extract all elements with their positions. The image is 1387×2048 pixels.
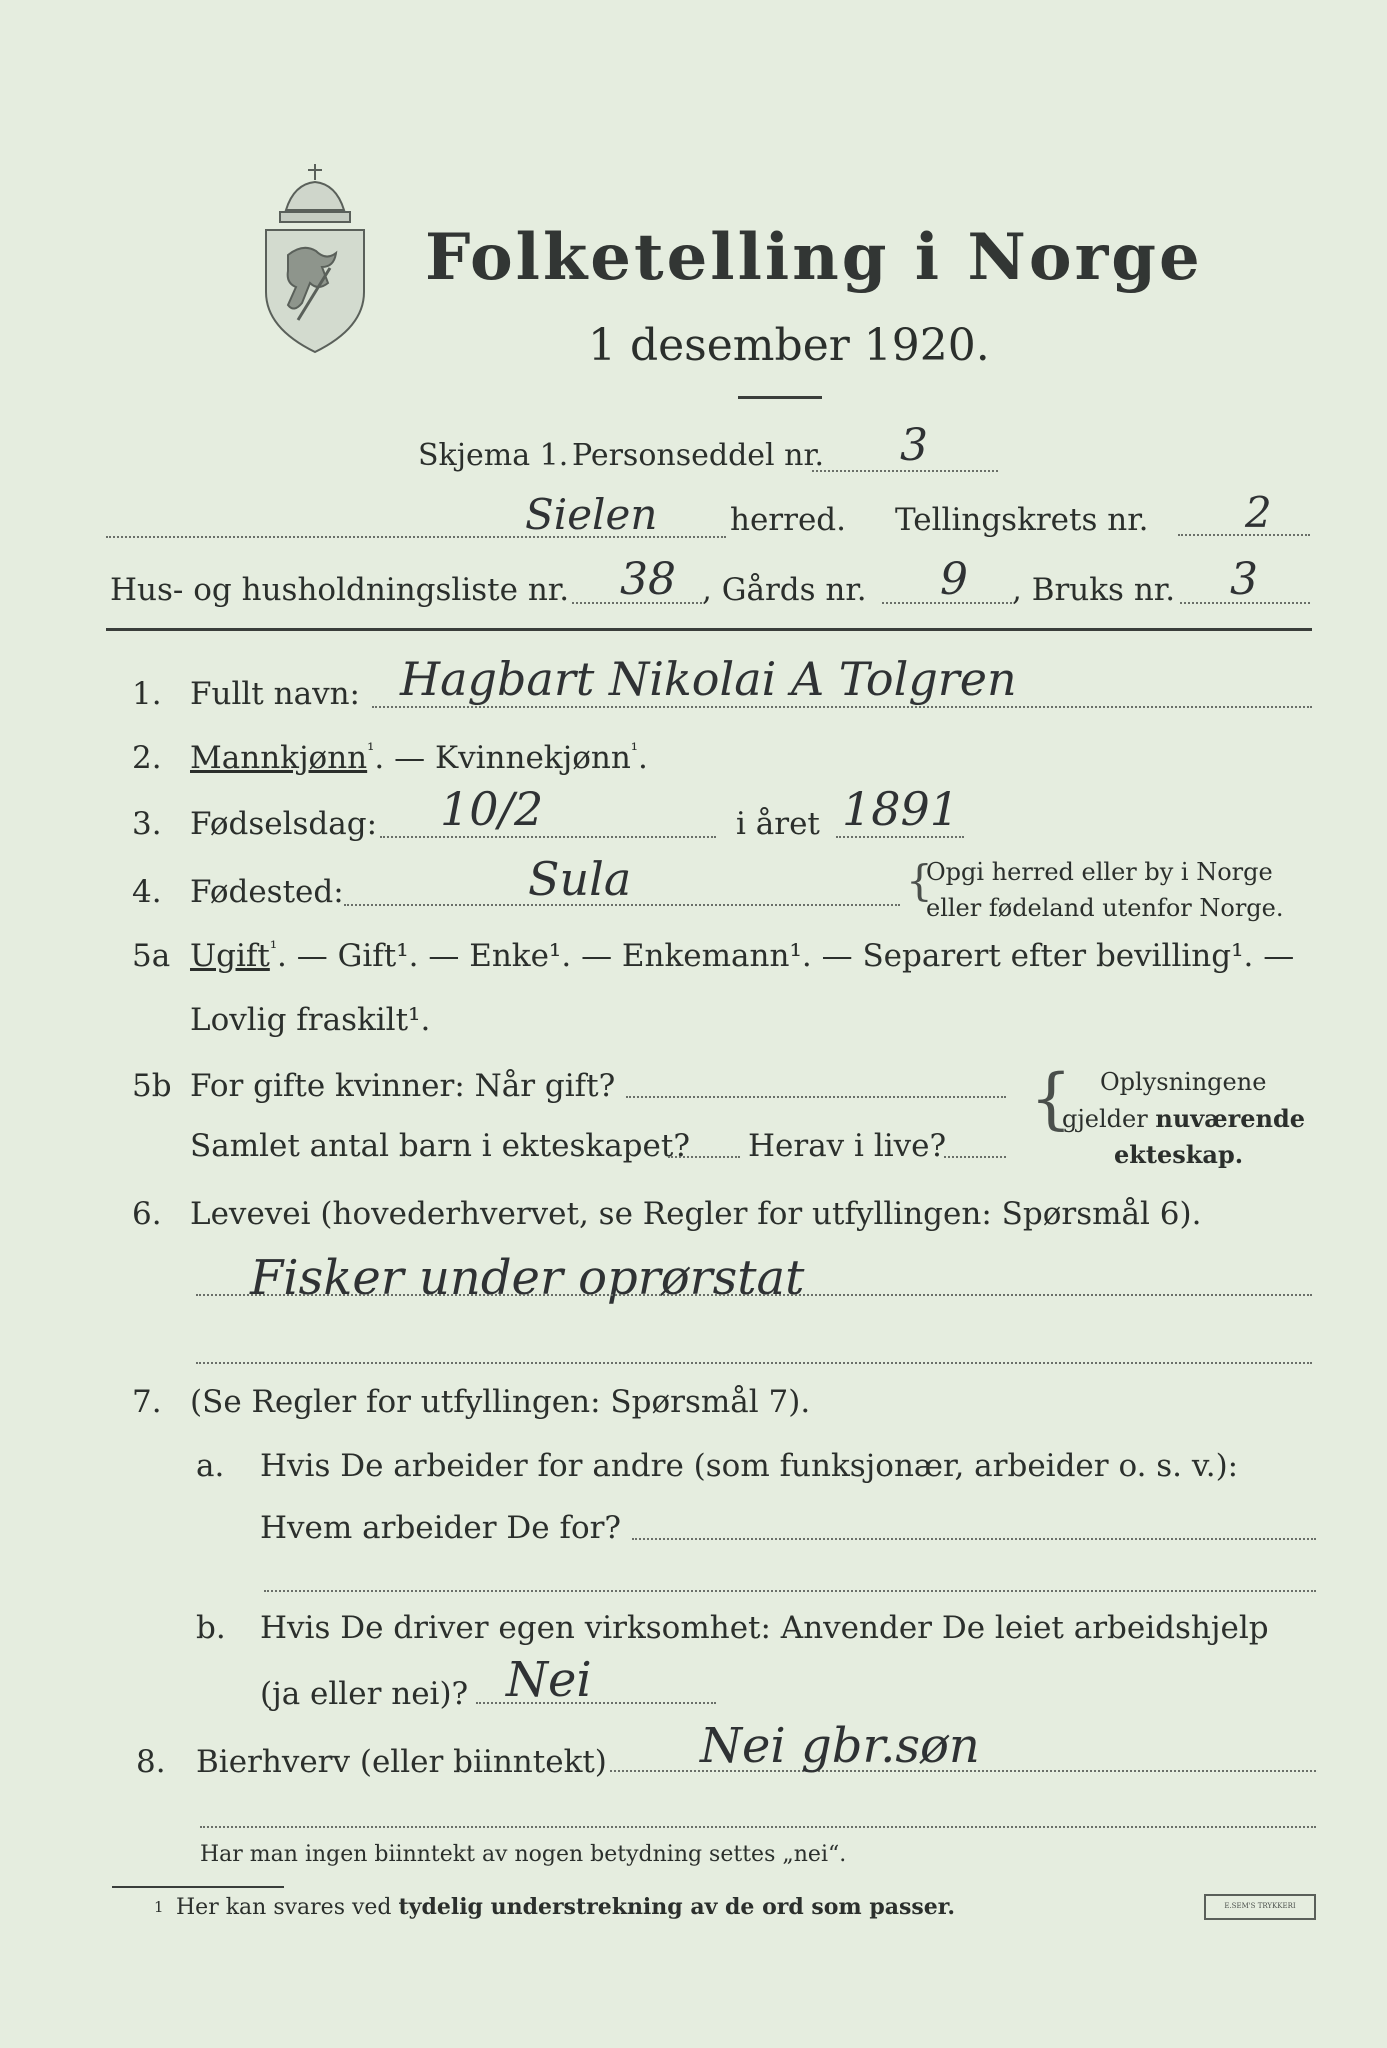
q2-text [190, 740, 648, 776]
q5b-note-bracket: { [1030, 1060, 1072, 1137]
coat-of-arms-icon [258, 160, 373, 360]
q3-year-label: i året [736, 806, 820, 842]
q5a-text [190, 938, 1294, 974]
q6-line-2 [196, 1362, 1312, 1364]
q8-label: Bierhverv (eller biinntekt) [196, 1744, 607, 1780]
q5b-note-2b: nuværende [1155, 1104, 1306, 1133]
herred-value: Sielen [525, 490, 658, 539]
q8-line-2 [200, 1826, 1316, 1828]
census-date: 1 desember 1920. [588, 320, 990, 371]
hus-value: 38 [620, 554, 676, 605]
q4-value: Sula [528, 852, 632, 906]
q5b-note-1: Oplysningene [1100, 1068, 1267, 1096]
q7b-letter: b. [196, 1610, 226, 1646]
q2-sup-1: ¹ [367, 740, 375, 761]
q1-number: 1. [132, 676, 162, 712]
q3-label: Fødselsdag: [190, 806, 378, 842]
q5a-rest: . — Gift¹. — Enke¹. — Enkemann¹. — Separert efter bevilling¹. — [277, 938, 1295, 974]
q3-number: 3. [132, 806, 162, 842]
q6-label: Levevei (hovederhvervet, se Regler for utfyllingen: Spørsmål 6). [190, 1196, 1202, 1232]
q2-male: Mannkjønn [190, 740, 368, 776]
q4-number: 4. [132, 874, 162, 910]
gards-label: , Gårds nr. [702, 572, 867, 608]
q1-value: Hagbart Nikolai A Tolgren [400, 652, 1017, 706]
gards-value: 9 [940, 554, 968, 605]
q5b-line-1: For gifte kvinner: Når gift? [190, 1068, 616, 1104]
q3-year-value: 1891 [842, 782, 960, 836]
footnote-text [176, 1894, 955, 1920]
q5b-note-3: ekteskap. [1114, 1140, 1244, 1169]
q4-note-1: Opgi herred eller by i Norge [926, 858, 1273, 886]
q5b-married-line [626, 1096, 1006, 1098]
tellingskrets-value: 2 [1245, 488, 1272, 537]
q3-line [380, 836, 716, 838]
q6-value: Fisker under oprørstat [250, 1250, 805, 1306]
q5b-note-2 [1062, 1104, 1305, 1133]
tellingskrets-label: Tellingskrets nr. [895, 502, 1149, 538]
footnote-text-b: tydelig understrekning av de ord som passer. [398, 1894, 956, 1920]
footnote-divider [112, 1886, 284, 1888]
personseddel-label: Personseddel nr. [572, 438, 825, 473]
q7a-question: Hvem arbeider De for? [260, 1510, 622, 1546]
herred-label: herred. [730, 502, 846, 538]
q8-value: Nei gbr.søn [700, 1718, 980, 1774]
q7a-line-2 [264, 1590, 1316, 1592]
q3-value: 10/2 [440, 782, 544, 836]
q4-note-bracket: { [906, 856, 933, 905]
q5a-ugift: Ugift [190, 938, 270, 974]
q2-female: Kvinnekjønn [434, 740, 631, 776]
q5a-number: 5a [132, 938, 171, 974]
q7a-line-1 [632, 1538, 1316, 1540]
q2-sup-2: ¹ [630, 740, 639, 761]
q5b-number: 5b [132, 1068, 172, 1104]
q7-number: 7. [132, 1384, 162, 1420]
q2-number: 2. [132, 740, 162, 776]
q7-label: (Se Regler for utfyllingen: Spørsmål 7). [190, 1384, 811, 1420]
q7b-question: (ja eller nei)? [260, 1676, 469, 1712]
header-divider [106, 628, 1312, 631]
footer-note: Har man ingen biinntekt av nogen betydning settes „nei“. [200, 1842, 847, 1867]
personseddel-value: 3 [900, 420, 928, 471]
q4-note-2: eller fødeland utenfor Norge. [926, 894, 1284, 922]
q1-label: Fullt navn: [190, 676, 360, 712]
printer-stamp: E.SEM'S TRYKKERI [1204, 1894, 1316, 1920]
q5b-children-line [668, 1156, 740, 1158]
q2-end: . [638, 740, 648, 776]
q1-line [372, 706, 1312, 708]
bruks-value: 3 [1230, 554, 1258, 605]
q8-number: 8. [136, 1744, 166, 1780]
footnote-text-a: Her kan svares ved [176, 1895, 392, 1920]
q7b-text: Hvis De driver egen virksomhet: Anvender De leiet arbeidshjelp [260, 1610, 1269, 1646]
form-title: Folketelling i Norge [425, 220, 1203, 295]
q3-year-line [836, 836, 964, 838]
q7b-value: Nei [506, 1652, 592, 1708]
q5b-alive-label: Herav i live? [748, 1128, 947, 1164]
q2-sep: . — [374, 740, 435, 776]
q5a-line-2: Lovlig fraskilt¹. [190, 1002, 431, 1038]
q5b-alive-line [944, 1156, 1006, 1158]
q4-label: Fødested: [190, 874, 344, 910]
hus-label: Hus- og husholdningsliste nr. [110, 572, 570, 608]
tellingskrets-line [1178, 534, 1310, 536]
title-divider [738, 396, 822, 399]
q5b-note-2a: gjelder [1062, 1105, 1148, 1133]
schema-label: Skjema 1. [418, 438, 569, 473]
q6-line-1 [196, 1294, 1312, 1296]
footnote-number: 1 [154, 1898, 164, 1916]
bruks-label: , Bruks nr. [1012, 572, 1176, 608]
q7a-letter: a. [196, 1448, 225, 1484]
q7a-text: Hvis De arbeider for andre (som funksjonær, arbeider o. s. v.): [260, 1448, 1239, 1484]
q5b-children-label: Samlet antal barn i ekteskapet? [190, 1128, 690, 1164]
q6-number: 6. [132, 1196, 162, 1232]
q5a-sup: ¹ [269, 938, 278, 959]
